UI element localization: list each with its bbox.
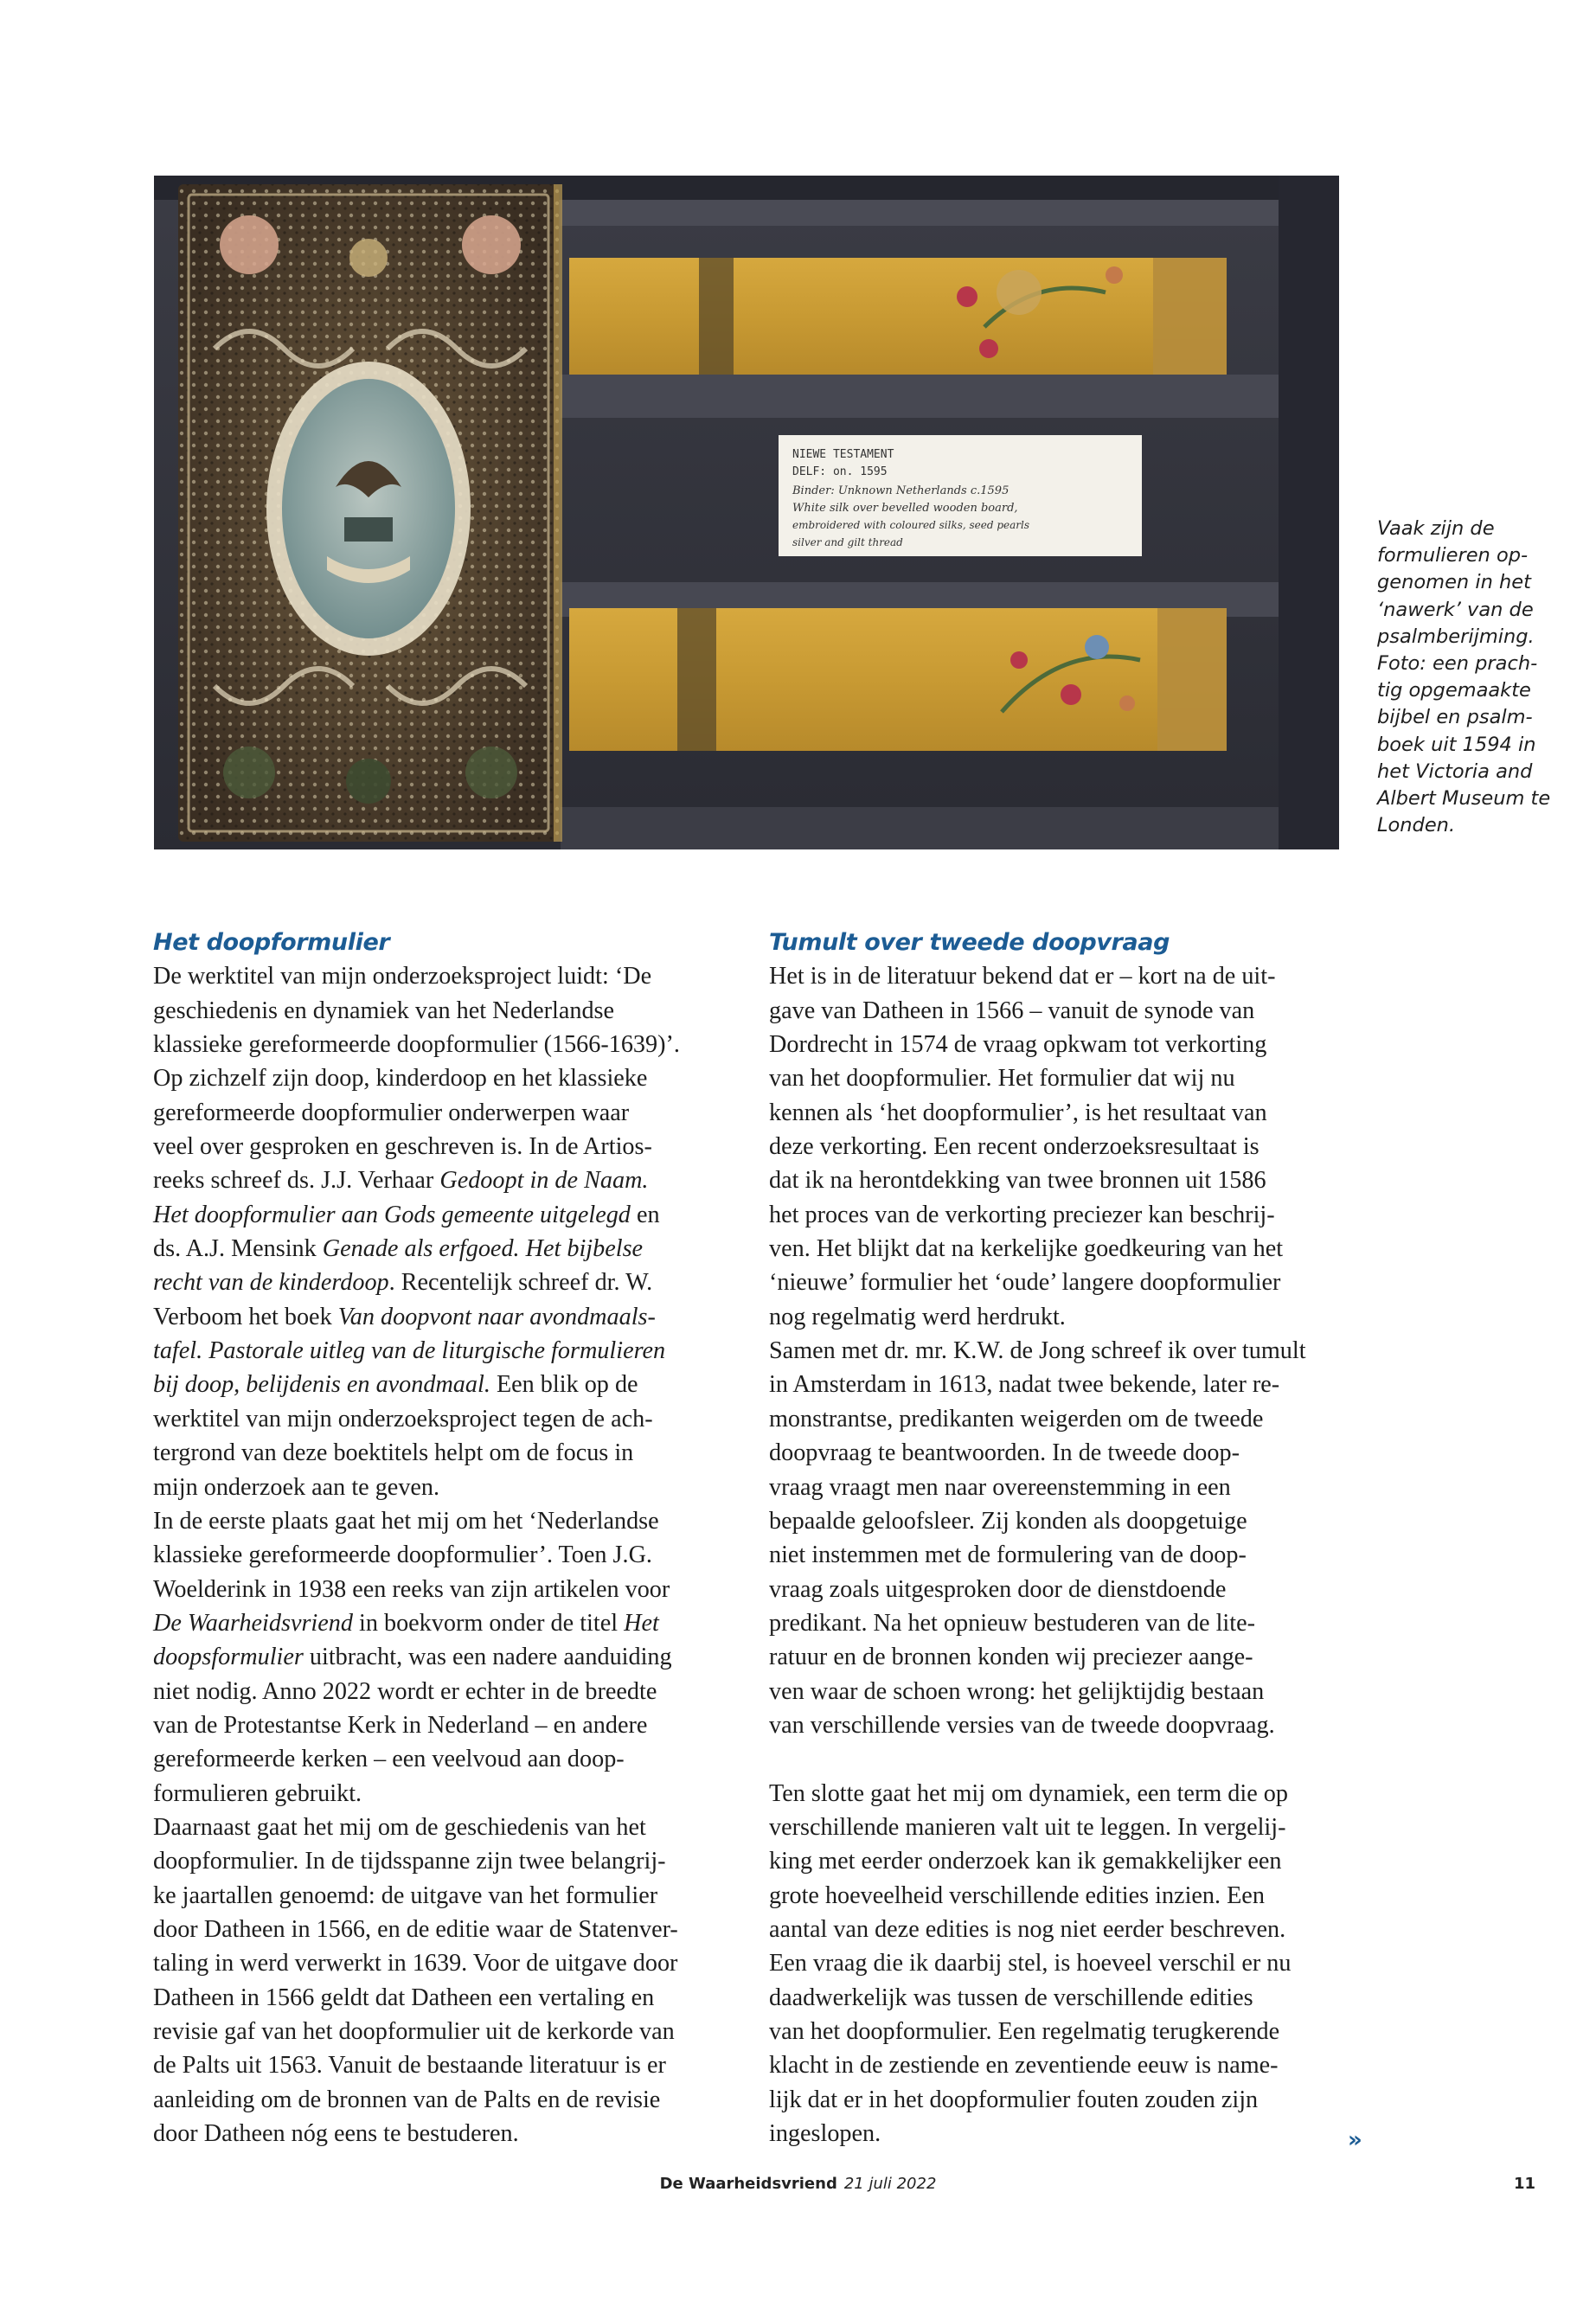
text-line: de Palts uit 1563. Vanuit de bestaande literatuur is er: [153, 2052, 666, 2080]
text-line: Dordrecht in 1574 de vraag opkwam tot verkorting: [769, 1031, 1267, 1059]
text-line: verschillende manieren valt uit te leggen. In vergelij-: [769, 1813, 1286, 1841]
museum-label-card: [779, 435, 1142, 556]
text-line: Op zichzelf zijn doop, kinderdoop en het klassieke: [153, 1065, 648, 1093]
text-run: ds. A.J. Mensink: [153, 1235, 323, 1263]
text-line: nog regelmatig werd herdrukt.: [769, 1303, 1066, 1330]
caption-line: psalmberijming.: [1377, 625, 1535, 648]
text-line: grote hoeveelheid verschillende edities inzien. Een: [769, 1881, 1265, 1909]
text-line: het proces van de verkorting preciezer kan beschrij-: [769, 1201, 1275, 1228]
text-line: ven waar de schoen wrong: het gelijktijdig bestaan: [769, 1677, 1265, 1705]
text-line: deze verkorting. Een recent onderzoeksresultaat is: [769, 1133, 1259, 1161]
text-line: klacht in de zestiende en zeventiende eeuw is name-: [769, 2052, 1279, 2080]
text-line: van het doopformulier. Een regelmatig terugkerende: [769, 2018, 1280, 2045]
book-title: recht van de kinderdoop: [153, 1269, 389, 1297]
caption-line: boek uit 1594 in: [1377, 733, 1536, 756]
text-line: geschiedenis en dynamiek van het Nederlandse: [153, 997, 615, 1024]
text-line: taling in werd verwerkt in 1639. Voor de uitgave door: [153, 1950, 678, 1977]
left-column: [153, 926, 741, 2150]
text-line: gave van Datheen in 1566 – vanuit de synode van: [769, 997, 1255, 1024]
label-line-1: NIEWE TESTAMENT: [792, 448, 894, 461]
footer-date: 21 juli 2022: [843, 2175, 937, 2193]
caption-line: genomen in het: [1377, 571, 1531, 594]
caption-line: bijbel en psalm-: [1377, 706, 1533, 729]
text-line: [153, 1334, 741, 1368]
text-line: [153, 1266, 741, 1299]
book-title: bij doop, belijdenis en avondmaal.: [153, 1371, 490, 1399]
book-photo: [154, 176, 1339, 849]
text-line: ingeslopen.: [769, 2120, 881, 2148]
text-line: niet nodig. Anno 2022 wordt er echter in de breedte: [153, 1677, 657, 1705]
book-title: Het doopformulier aan Gods gemeente uitgelegd: [153, 1201, 631, 1228]
text-line: klassieke gereformeerde doopformulier’. Toen J.G.: [153, 1541, 652, 1569]
text-run: in boekvorm onder de titel: [352, 1609, 625, 1637]
text-line: door Datheen in 1566, en de editie waar de Statenver-: [153, 1915, 678, 1943]
text-line: door Datheen nóg eens te bestuderen.: [153, 2120, 519, 2148]
lower-silk-clasp: [569, 608, 1227, 751]
text-line: lijk dat er in het doopformulier fouten zouden zijn: [769, 2086, 1259, 2113]
book-title: Van doopvont naar avondmaals-: [337, 1303, 656, 1330]
text-run: Een blik op de: [490, 1371, 638, 1399]
book-title: doopsformulier: [153, 1644, 304, 1671]
text-run: uitbracht, was een nadere aanduiding: [303, 1644, 672, 1671]
caption-line: formulieren op-: [1377, 544, 1529, 567]
page-footer: [0, 2175, 1596, 2193]
photo-caption: [1377, 516, 1550, 839]
text-line: in Amsterdam in 1613, nadat twee bekende, later re-: [769, 1371, 1280, 1399]
book-title: tafel. Pastorale uitleg van de liturgische formulieren: [153, 1337, 666, 1365]
text-line: formulieren gebruikt.: [153, 1779, 362, 1807]
text-line: ke jaartallen genoemd: de uitgave van het formulier: [153, 1881, 658, 1909]
caption-line: ‘nawerk’ van de: [1377, 598, 1534, 621]
text-line: gereformeerde kerken – een veelvoud aan doop-: [153, 1746, 625, 1773]
continue-arrow-icon: »: [1348, 2127, 1362, 2153]
label-line-2: DELF: on. 1595: [792, 465, 888, 478]
text-line: van het doopformulier. Het formulier dat wij nu: [769, 1065, 1235, 1093]
text-line: doopformulier. In de tijdsspanne zijn twee belangrij-: [153, 1848, 666, 1875]
text-line: Woelderink in 1938 een reeks van zijn artikelen voor: [153, 1575, 670, 1603]
book-title: Gedoopt in de Naam.: [439, 1167, 649, 1195]
text-line: mijn onderzoek aan te geven.: [153, 1473, 440, 1501]
text-line: vraag vraagt men naar overeenstemming in een: [769, 1473, 1231, 1501]
upper-silk-clasp: [569, 258, 1227, 375]
text-line: veel over gesproken en geschreven is. In de Artios-: [153, 1133, 652, 1161]
text-line: kennen als ‘het doopformulier’, is het resultaat van: [769, 1099, 1267, 1126]
text-line: In de eerste plaats gaat het mij om het ‘Nederlandse: [153, 1507, 659, 1535]
text-line: Datheen in 1566 geldt dat Datheen een vertaling en: [153, 1984, 655, 2011]
embroidered-bible-illustration: [154, 176, 1339, 849]
text-line: Ten slotte gaat het mij om dynamiek, een term die op: [769, 1779, 1288, 1807]
label-line-3: Binder: Unknown Netherlands c.1595: [792, 484, 1010, 497]
text-line: van verschillende versies van de tweede doopvraag.: [769, 1711, 1275, 1739]
section-heading-doopformulier: Het doopformulier: [153, 929, 390, 956]
footer-magazine-name: De Waarheidsvriend: [659, 2175, 837, 2193]
text-line: dat ik na herontdekking van twee bronnen uit 1586: [769, 1167, 1266, 1195]
magazine-title: De Waarheidsvriend: [153, 1609, 353, 1637]
label-line-5: embroidered with coloured silks, seed pearls: [792, 519, 1030, 531]
text-run: Verboom het boek: [153, 1303, 338, 1330]
text-line: Daarnaast gaat het mij om de geschiedenis van het: [153, 1813, 646, 1841]
text-line: van de Protestantse Kerk in Nederland – en andere: [153, 1711, 648, 1739]
text-run: en: [630, 1201, 660, 1228]
text-line: aanleiding om de bronnen van de Palts en de revisie: [153, 2086, 661, 2113]
book-title: Het: [624, 1609, 659, 1637]
text-line: [153, 1198, 741, 1232]
text-line: De werktitel van mijn onderzoeksproject luidt: ‘De: [153, 963, 652, 990]
text-line: daadwerkelijk was tussen de verschillende edities: [769, 1984, 1253, 2011]
text-line: Het is in de literatuur bekend dat er – kort na de uit-: [769, 963, 1276, 990]
text-line: revisie gaf van het doopformulier uit de kerkorde van: [153, 2018, 675, 2045]
text-line: tergrond van deze boektitels helpt om de focus in: [153, 1439, 634, 1467]
text-line: [153, 1368, 741, 1401]
text-line: monstrantse, predikanten weigerden om de tweede: [769, 1405, 1264, 1433]
label-line-4: White silk over bevelled wooden board,: [792, 502, 1018, 515]
caption-line: Vaak zijn de: [1377, 517, 1495, 540]
text-line: niet instemmen met de formulering van de doop-: [769, 1541, 1247, 1569]
text-line: [153, 1163, 741, 1197]
text-line: gereformeerde doopformulier onderwerpen waar: [153, 1099, 630, 1126]
text-line: ven. Het blijkt dat na kerkelijke goedkeuring van het: [769, 1235, 1284, 1263]
text-line: Samen met dr. mr. K.W. de Jong schreef ik over tumult: [769, 1337, 1306, 1365]
caption-line: Albert Museum te: [1377, 787, 1551, 811]
text-line: doopvraag te beantwoorden. In de tweede doop-: [769, 1439, 1240, 1467]
section-heading-tumult: Tumult over tweede doopvraag: [769, 929, 1170, 956]
caption-line: tig opgemaakte: [1377, 679, 1531, 702]
text-line: werktitel van mijn onderzoeksproject tegen de ach-: [153, 1405, 653, 1433]
right-column: [769, 926, 1357, 2150]
paragraph-gap: [769, 1742, 1357, 1776]
text-line: [153, 1640, 741, 1674]
caption-line: het Victoria and: [1377, 760, 1533, 783]
text-line: vraag zoals uitgesproken door de dienstdoende: [769, 1575, 1227, 1603]
text-run: . Recentelijk schreef dr. W.: [388, 1269, 653, 1297]
text-line: ‘nieuwe’ formulier het ‘oude’ langere doopformulier: [769, 1269, 1281, 1297]
text-line: aantal van deze edities is nog niet eerder beschreven.: [769, 1915, 1286, 1943]
text-run: reeks schreef ds. J.J. Verhaar: [153, 1167, 440, 1195]
text-line: [153, 1606, 741, 1640]
book-cover: [178, 184, 562, 842]
text-line: bepaalde geloofsleer. Zij konden als doopgetuige: [769, 1507, 1247, 1535]
text-line: [153, 1300, 741, 1334]
text-line: king met eerder onderzoek kan ik gemakkelijker een: [769, 1848, 1282, 1875]
text-line: ratuur en de bronnen konden wij preciezer aange-: [769, 1644, 1253, 1671]
book-title: Genade als erfgoed. Het bijbelse: [322, 1235, 644, 1263]
page-number: 11: [1514, 2175, 1536, 2193]
caption-line: Foto: een prach-: [1377, 652, 1538, 676]
text-line: predikant. Na het opnieuw bestuderen van de lite-: [769, 1609, 1255, 1637]
caption-line: Londen.: [1377, 814, 1456, 837]
text-line: klassieke gereformeerde doopformulier (1566-1639)’.: [153, 1031, 680, 1059]
text-line: Een vraag die ik daarbij stel, is hoeveel verschil er nu: [769, 1950, 1292, 1977]
text-line: [153, 1232, 741, 1266]
label-line-6: silver and gilt thread: [792, 536, 903, 548]
